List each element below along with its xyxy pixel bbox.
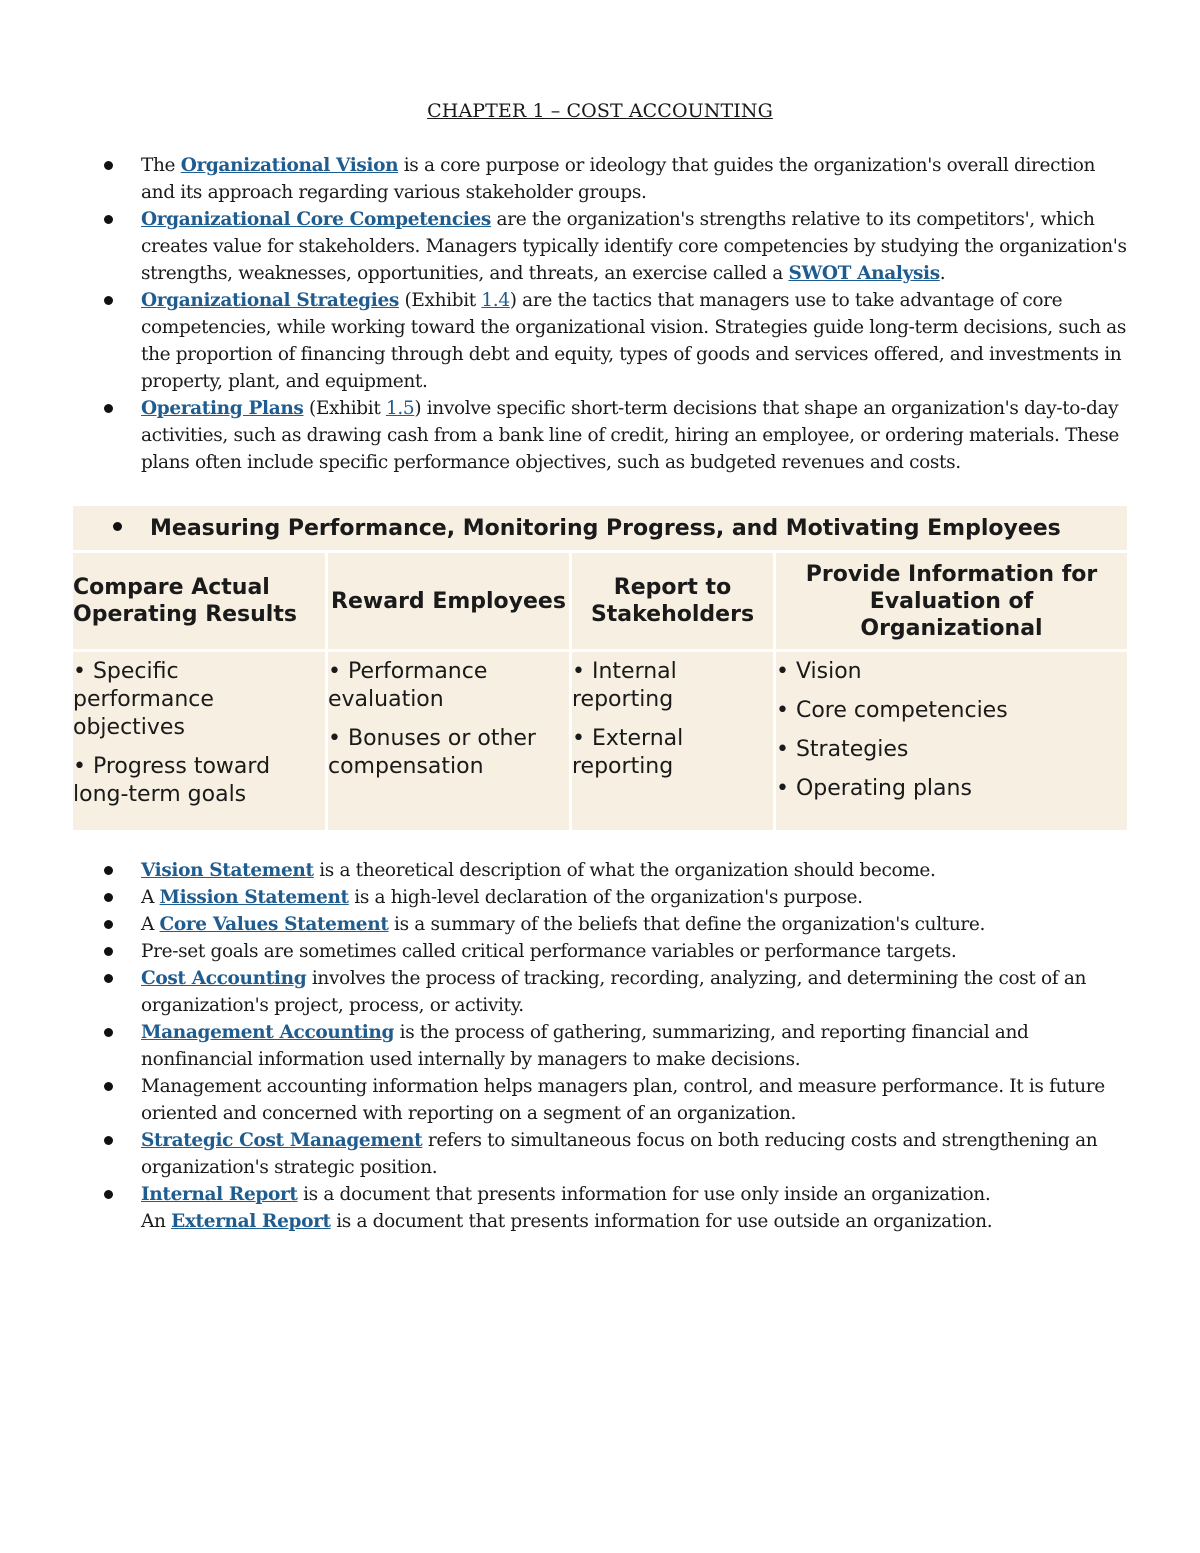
bullet-icon (104, 296, 113, 305)
link-mission-statement[interactable]: Mission Statement (159, 887, 349, 908)
cell-item: • Operating plans (776, 776, 972, 801)
bullet-icon (104, 404, 113, 413)
bullet-icon (104, 1028, 113, 1037)
link-external-report[interactable]: External Report (171, 1211, 331, 1232)
link-core-competencies[interactable]: Organizational Core Competencies (141, 209, 491, 230)
bullet-icon (104, 974, 113, 983)
list-item (0, 857, 1200, 884)
column-header: Reward Employees (328, 553, 572, 652)
bullet-icon (104, 1136, 113, 1145)
text: ) involve specific short-term decisions that shape an organization's day-to-day activities, such as drawing cash from a bank line of credit, hiring an employee, or ordering materials. These plans often include specific performance objectives, such as budgeted revenues and costs. (141, 398, 1120, 473)
text: ) are the tactics that managers use to take advantage of core competencies, while working toward the organizational vision. Strategies guide long-term decisions, such as the proportion of financing through debt and equity, types of goods and services offered, and investments in property, plant, and equipment. (141, 290, 1127, 392)
link-management-accounting[interactable]: Management Accounting (141, 1022, 395, 1043)
cell-item: • Progress toward long-term goals (73, 754, 271, 807)
link-cost-accounting[interactable]: Cost Accounting (141, 968, 307, 989)
text: is a theoretical description of what the organization should become. (313, 860, 936, 881)
text: is a document that presents information for use outside an organization. (330, 1211, 993, 1232)
cell-item: • Specific performance objectives (73, 659, 214, 740)
text: (Exhibit (303, 398, 386, 419)
bullet-icon (104, 920, 113, 929)
list-item (0, 884, 1200, 911)
text: A (141, 887, 160, 908)
performance-table (73, 506, 1127, 830)
column-header: Provide Information for Evaluation of Organizational (776, 553, 1127, 652)
chapter-title: CHAPTER 1 – COST ACCOUNTING (427, 100, 773, 122)
cell-item: • Internal reporting (572, 659, 677, 712)
cell-item: • Vision (776, 659, 862, 684)
table-cell (776, 652, 1127, 830)
list-item (0, 965, 1200, 1019)
bullet-icon (104, 866, 113, 875)
bullet-icon (104, 893, 113, 902)
text: is a summary of the beliefs that define the organization's culture. (388, 914, 986, 935)
list-item (0, 206, 1200, 287)
list-item (0, 1181, 1200, 1235)
bottom-bullet-list (0, 857, 1200, 1235)
cell-item: • Bonuses or other compensation (328, 726, 536, 779)
link-core-values-statement[interactable]: Core Values Statement (159, 914, 389, 935)
text: is a high-level declaration of the organization's purpose. (348, 887, 863, 908)
cell-item: • Performance evaluation (328, 659, 488, 712)
column-header: Compare Actual Operating Results (73, 553, 328, 652)
link-strategic-cost-management[interactable]: Strategic Cost Management (141, 1130, 423, 1151)
link-exhibit-1-5[interactable]: 1.5 (385, 398, 415, 419)
text: . (939, 263, 946, 284)
text: Management accounting information helps managers plan, control, and measure performance. It is future oriented and concerned with reporting on a segment of an organization. (141, 1076, 1105, 1124)
link-exhibit-1-4[interactable]: 1.4 (481, 290, 510, 311)
bullet-icon (104, 215, 113, 224)
cell-item: • Core competencies (776, 698, 1008, 723)
cell-item: • External reporting (572, 726, 684, 779)
table-row (73, 652, 1127, 830)
text: are the organization's strengths relative to its competitors', which creates value for stakeholders. Managers typically identify core competencies by studying the organization's strengths, weaknesses, opportunities, and threats, an exercise called a (141, 209, 1127, 284)
link-internal-report[interactable]: Internal Report (141, 1184, 298, 1205)
table-cell (73, 652, 328, 830)
text: A (141, 914, 160, 935)
text: An (141, 1211, 172, 1232)
cell-item: • Strategies (776, 737, 909, 762)
bullet-icon (104, 1190, 113, 1199)
table-heading-text: Measuring Performance, Monitoring Progress, and Motivating Employees (150, 515, 1061, 541)
table-heading (73, 506, 1127, 553)
list-item (0, 395, 1200, 476)
link-swot-analysis[interactable]: SWOT Analysis (788, 263, 940, 284)
table-heading-row (73, 506, 1127, 553)
list-item (0, 911, 1200, 938)
list-item (0, 152, 1200, 206)
list-item (0, 1127, 1200, 1181)
text: (Exhibit (398, 290, 482, 311)
text: refers to simultaneous focus on both reducing costs and strengthening an organization's strategic position. (141, 1130, 1098, 1178)
list-item (0, 1019, 1200, 1073)
list-item (0, 938, 1200, 965)
bullet-icon (113, 522, 122, 531)
bullet-icon (104, 161, 113, 170)
text: is the process of gathering, summarizing, and reporting financial and nonfinancial information used internally by managers to make decisions. (141, 1022, 1029, 1070)
bullet-icon (104, 1082, 113, 1091)
text: The (141, 155, 181, 176)
link-vision-statement[interactable]: Vision Statement (141, 860, 314, 881)
link-organizational-vision[interactable]: Organizational Vision (180, 155, 399, 176)
link-operating-plans[interactable]: Operating Plans (141, 398, 304, 419)
link-organizational-strategies[interactable]: Organizational Strategies (141, 290, 399, 311)
text: is a document that presents information for use only inside an organization. (297, 1184, 991, 1205)
table-header-row (73, 553, 1127, 652)
text: Pre-set goals are sometimes called critical performance variables or performance targets. (141, 941, 957, 962)
text: involves the process of tracking, recording, analyzing, and determining the cost of an organization's project, process, or activity. (141, 968, 1087, 1016)
table-cell (328, 652, 572, 830)
bullet-icon (104, 947, 113, 956)
list-item (0, 287, 1200, 395)
text: is a core purpose or ideology that guides the organization's overall direction and its approach regarding various stakeholder groups. (141, 155, 1096, 203)
column-header: Report to Stakeholders (572, 553, 776, 652)
top-bullet-list (0, 152, 1200, 476)
list-item (0, 1073, 1200, 1127)
table-cell (572, 652, 776, 830)
